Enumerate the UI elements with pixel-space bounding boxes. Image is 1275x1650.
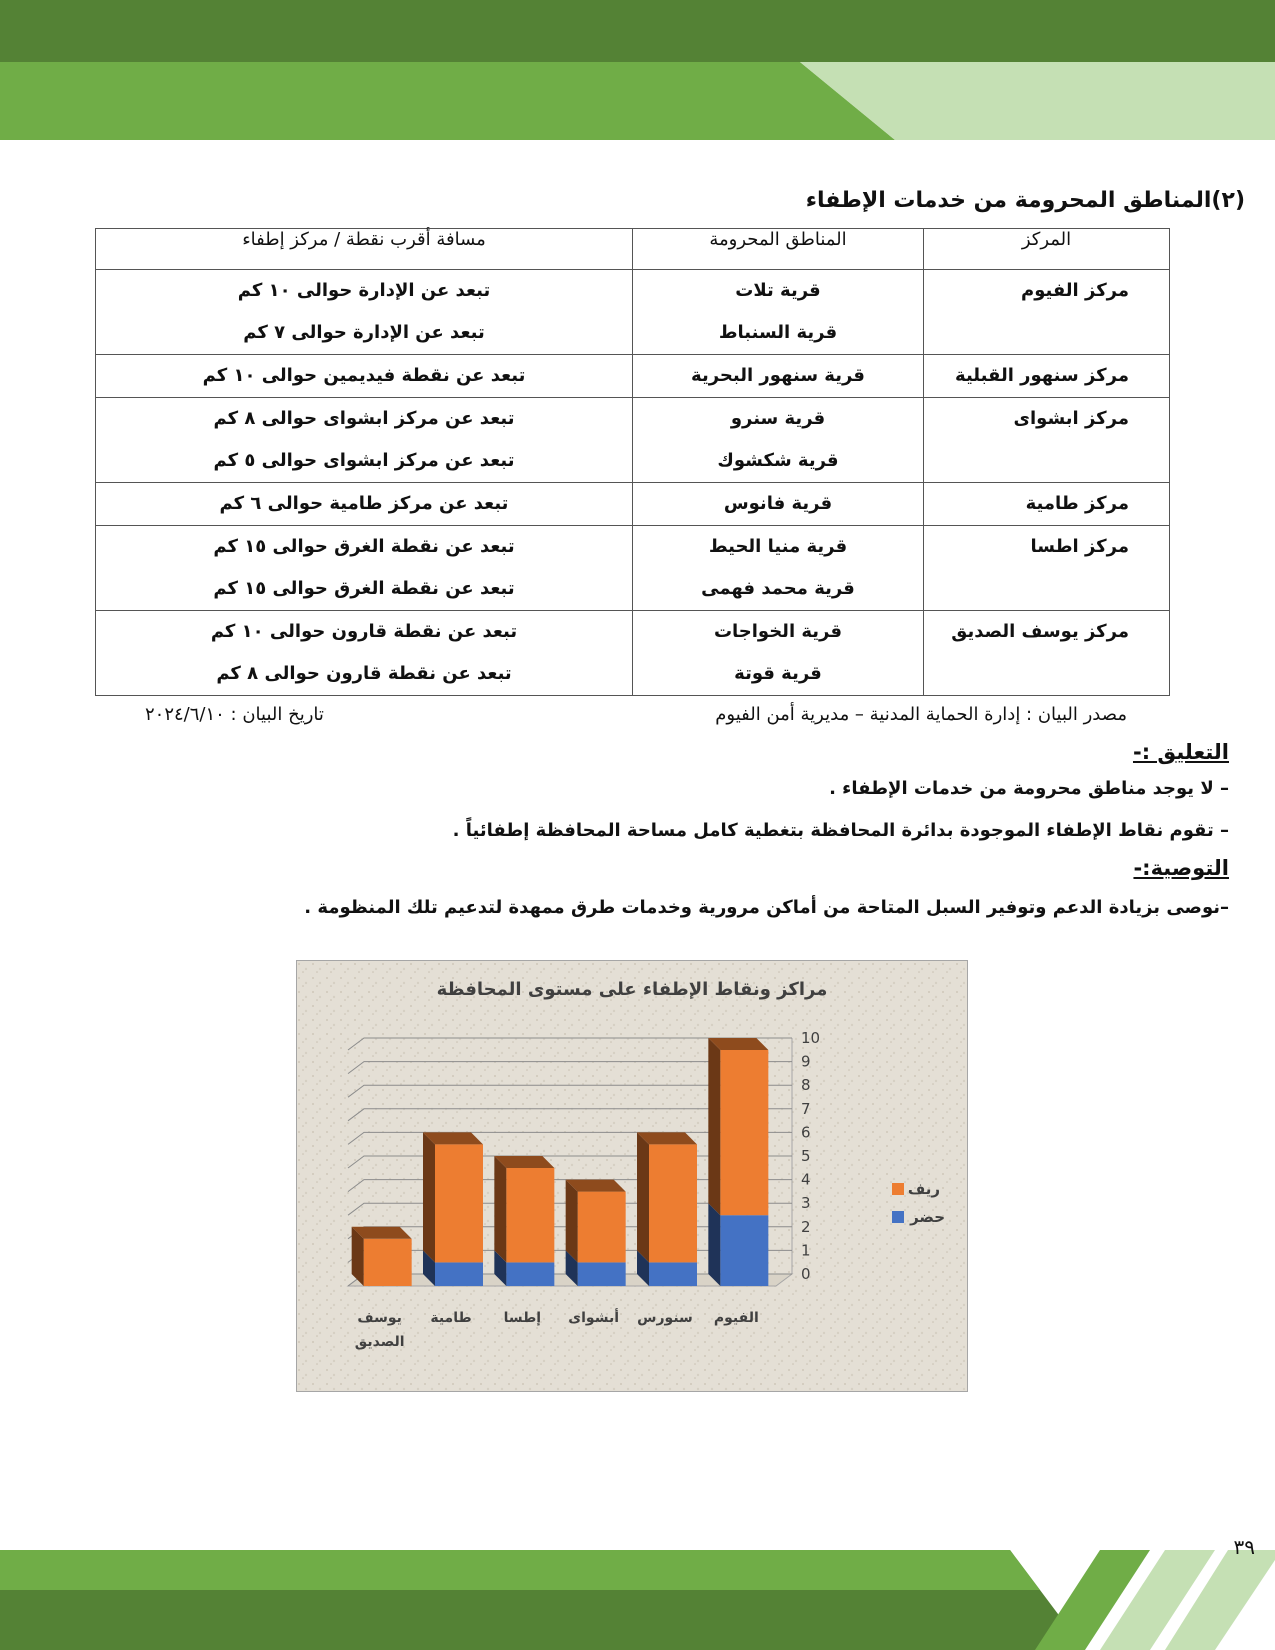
bar-urban: [506, 1262, 554, 1286]
bar-urban: [578, 1262, 626, 1286]
x-tick-label: إطسا: [503, 1310, 542, 1326]
area-name: قرية محمد فهمى: [701, 578, 855, 599]
bar-rural: [649, 1144, 697, 1262]
area-name: قرية تلات: [735, 280, 821, 301]
bar-side: [566, 1180, 578, 1263]
comment-item: – لا يوجد مناطق محرومة من خدمات الإطفاء .: [829, 778, 1229, 799]
area-name: قرية سنرو: [730, 408, 826, 429]
distance-text: تبعد عن الإدارة حوالى ٧ كم: [243, 322, 485, 343]
table-row: [96, 526, 1170, 611]
distance-text: تبعد عن الإدارة حوالى ١٠ كم: [237, 280, 491, 301]
comment-title: التعليق :-: [1132, 740, 1229, 764]
area-name: قرية منيا الحيط: [708, 536, 848, 557]
bar-rural: [506, 1168, 554, 1262]
center-name: مركز الفيوم: [1021, 280, 1129, 301]
table-row: [96, 355, 1170, 398]
center-name: مركز طامية: [1025, 493, 1129, 514]
y-tick-label: 7: [801, 1099, 811, 1118]
top-banner: [0, 0, 1275, 140]
chart-title: مراكز ونقاط الإطفاء على مستوى المحافظة: [436, 979, 828, 1000]
header-distance: مسافة أقرب نقطة / مركز إطفاء: [96, 229, 633, 270]
area-name: قرية السنباط: [718, 322, 838, 343]
table-row: [96, 270, 1170, 355]
x-tick-label: سنورس: [637, 1310, 693, 1326]
area-name: قرية الخواجات: [713, 621, 843, 642]
center-name: مركز سنهور القبلية: [955, 365, 1129, 386]
chart-background: [297, 961, 968, 1392]
legend-swatch-rural: [892, 1183, 904, 1195]
center-name: مركز ابشواى: [1013, 408, 1129, 429]
y-tick-label: 2: [801, 1217, 811, 1236]
y-tick-label: 3: [801, 1194, 811, 1213]
page-number: ٣٩: [1233, 1535, 1255, 1559]
data-source: مصدر البيان : إدارة الحماية المدنية – مديرية أمن الفيوم: [715, 704, 1127, 725]
x-tick-label: أبشواى: [568, 1310, 620, 1326]
fire-stations-chart: [296, 960, 968, 1392]
bar-side: [708, 1203, 720, 1286]
distance-text: تبعد عن نقطة قارون حوالى ٨ كم: [216, 663, 512, 684]
distance-text: تبعد عن مركز ابشواى حوالى ٥ كم: [213, 450, 515, 471]
table-row: [96, 611, 1170, 696]
table-row: [96, 398, 1170, 483]
center-name: مركز يوسف الصديق: [951, 621, 1129, 642]
section-heading: (٢)المناطق المحرومة من خدمات الإطفاء: [805, 188, 1245, 213]
distance-text: تبعد عن نقطة قارون حوالى ١٠ كم: [210, 621, 518, 642]
bar-side: [423, 1132, 435, 1262]
bar-urban: [720, 1215, 768, 1286]
bar-rural: [435, 1144, 483, 1262]
legend-swatch-urban: [892, 1211, 904, 1223]
area-name: قرية فانوس: [723, 493, 833, 514]
recommendation-text: –نوصى بزيادة الدعم وتوفير السبل المتاحة من أماكن مرورية وخدمات طرق ممهدة لتدعيم تلك المنظومة .: [304, 897, 1229, 918]
legend-label-rural: ريف: [907, 1180, 940, 1198]
legend-label-urban: حضر: [910, 1208, 945, 1226]
center-name: مركز اطسا: [1030, 536, 1129, 557]
deprived-areas-table: [95, 228, 1170, 696]
y-tick-label: 8: [801, 1076, 811, 1095]
area-name: قرية سنهور البحرية: [691, 365, 865, 386]
y-tick-label: 4: [801, 1170, 811, 1189]
recommendation-title: التوصية:-: [1133, 856, 1229, 880]
area-name: قرية شكشوك: [717, 450, 839, 471]
x-tick-label: طامية: [430, 1310, 472, 1326]
bar-side: [708, 1038, 720, 1215]
bar-urban: [435, 1262, 483, 1286]
x-tick-label: يوسف: [357, 1310, 402, 1326]
y-tick-label: 9: [801, 1052, 811, 1071]
header-areas: المناطق المحرومة: [633, 229, 924, 270]
table-row: [96, 483, 1170, 526]
bar-urban: [649, 1262, 697, 1286]
x-tick-label: الصديق: [354, 1334, 405, 1350]
bar-side: [637, 1132, 649, 1262]
bottom-banner: [0, 1530, 1275, 1650]
distance-text: تبعد عن مركز طامية حوالى ٦ كم: [219, 493, 509, 514]
distance-text: تبعد عن نقطة الغرق حوالى ١٥ كم: [213, 578, 515, 599]
bar-side: [494, 1156, 506, 1262]
y-tick-label: 0: [801, 1265, 811, 1283]
x-tick-label: الفيوم: [713, 1310, 759, 1326]
area-name: قرية قوتة: [734, 663, 822, 684]
bar-rural: [364, 1239, 412, 1286]
distance-text: تبعد عن نقطة الغرق حوالى ١٥ كم: [213, 536, 515, 557]
header-center: المركز: [924, 229, 1170, 270]
distance-text: تبعد عن مركز ابشواى حوالى ٨ كم: [213, 408, 515, 429]
y-tick-label: 1: [801, 1241, 811, 1260]
y-tick-label: 5: [801, 1147, 811, 1165]
table-header-row: [96, 229, 1170, 270]
y-tick-label: 6: [801, 1123, 811, 1142]
y-tick-label: 10: [801, 1029, 821, 1047]
distance-text: تبعد عن نقطة فيديمين حوالى ١٠ كم: [202, 365, 526, 386]
comment-item: – تقوم نقاط الإطفاء الموجودة بدائرة المحافظة بتغطية كامل مساحة المحافظة إطفائياً .: [452, 820, 1229, 841]
data-date: تاريخ البيان : ٢٠٢٤/٦/١٠: [145, 704, 324, 725]
bar-rural: [578, 1192, 626, 1263]
bar-rural: [720, 1050, 768, 1215]
